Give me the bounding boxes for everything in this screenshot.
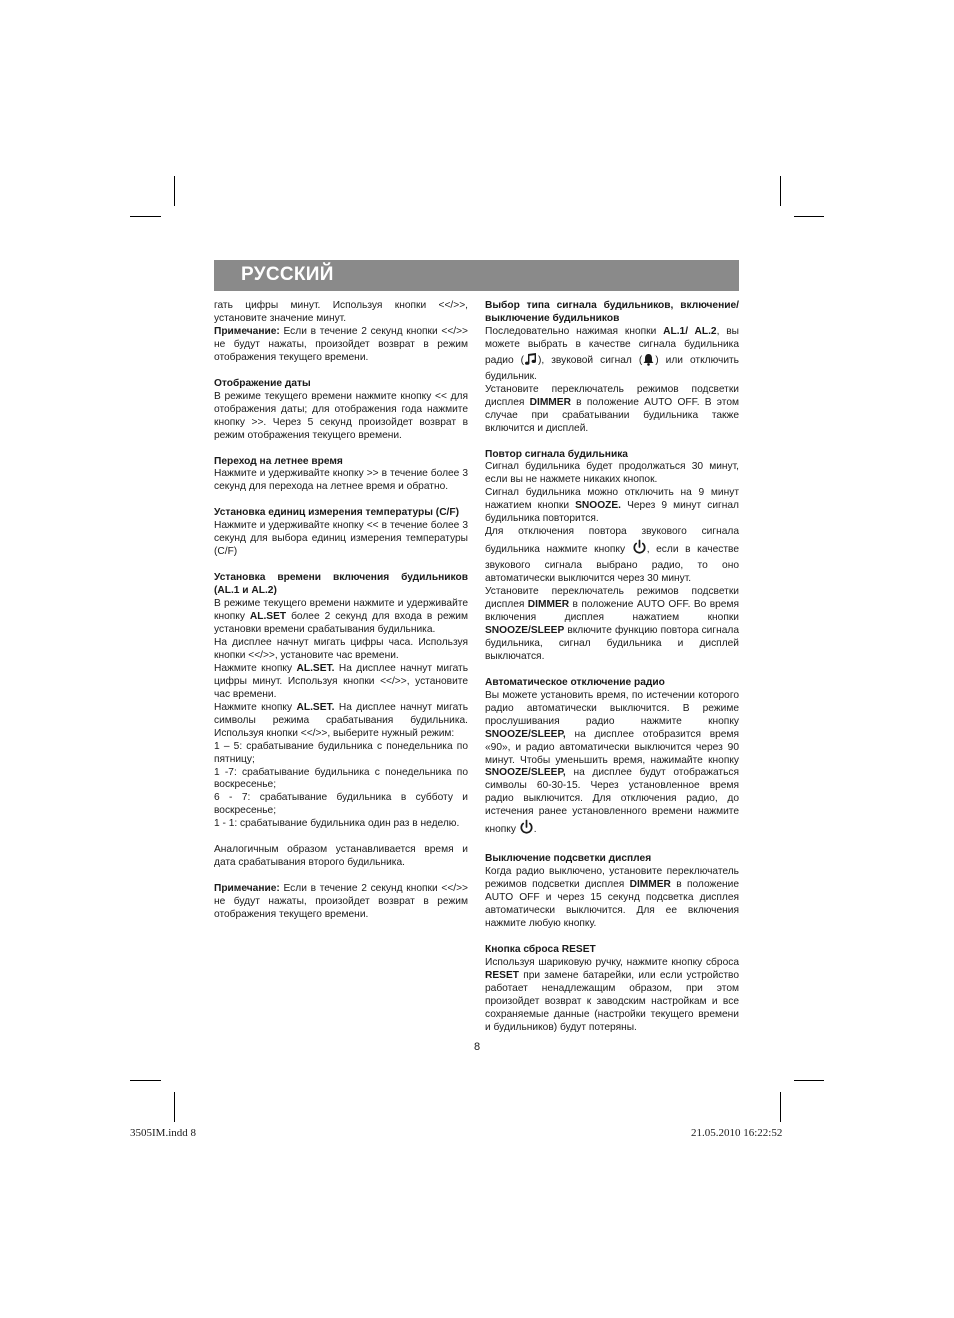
- section-heading: Автоматическое отключение радио: [485, 676, 665, 688]
- section-heading: Установка времени включения будильников (AL.1 и AL.2): [214, 572, 468, 597]
- crop-mark: [780, 1092, 781, 1122]
- section-title: РУССКИЙ: [241, 264, 334, 285]
- crop-mark: [794, 1080, 824, 1081]
- crop-mark: [174, 1092, 175, 1122]
- paragraph: Для отключения повтора звукового сигнала будильника нажмите кнопку , если в качестве звукового сигнала выбрано радио, то оно автоматически выключится через 30 минут.: [485, 526, 739, 585]
- section-heading: Выбор типа сигнала будильников, включение/выключение будильников: [485, 300, 739, 324]
- section-heading: Выключение подсветки дисплея: [485, 853, 652, 865]
- section-header-band: [214, 260, 739, 291]
- paragraph: гать цифры минут. Используя кнопки <</>>, установите значение минут.: [214, 300, 468, 324]
- section-heading: Переход на летнее время: [214, 455, 343, 467]
- list-item: 1 - 1: срабатывание будильника один раз в неделю.: [214, 818, 460, 830]
- left-column: [214, 300, 468, 922]
- crop-mark: [130, 1080, 161, 1081]
- section-heading: Отображение даты: [214, 377, 311, 389]
- paragraph: Вы можете установить время, по истечении которого радио автоматически выключится. В режиме прослушивания радио нажмите кнопку SNOOZE/SLEEP, на дисплее отобразится время «90», и радио автоматически выключится через 90 минут. Чтобы уменьшить время, нажимайте кнопку SNOOZE/SLEEP, на дисплее будут отображаться символы 60-30-15. Через установленное время радио выключится. Для отключения радио, до истечения ранее установленного времени нажмите кнопку .: [485, 690, 739, 840]
- crop-mark: [780, 176, 781, 206]
- list-item: 6 - 7: срабатывание будильника в субботу и воскресенье;: [214, 792, 468, 817]
- crop-mark: [174, 176, 175, 206]
- power-icon: [519, 819, 534, 840]
- paragraph: Установите переключатель режимов подсветки дисплея DIMMER в положение AUTO OFF. В этом случае при срабатывании будильника также включится и дисплей.: [485, 383, 740, 434]
- radio-note-icon: [524, 352, 538, 371]
- crop-mark: [794, 216, 824, 217]
- paragraph: На дисплее начнут мигать цифры часа. Используя кнопки <</>>, установите час времени.: [214, 636, 468, 661]
- slug-timestamp: 21.05.2010 16:22:52: [691, 1127, 783, 1139]
- paragraph: В режиме текущего времени нажмите и удерживайте кнопку AL.SET более 2 секунд для входа в режим установки времени срабатывания будильника.: [214, 598, 468, 636]
- note-paragraph: Примечание: Если в течение 2 секунд кнопки <</>> не будут нажаты, произойдет возврат в режим отображения текущего времени.: [214, 883, 468, 921]
- paragraph: Нажмите и удерживайте кнопку >> в течение более 3 секунд для перехода на летнее время и обратно.: [214, 468, 468, 493]
- bell-icon: [642, 353, 655, 371]
- paragraph: Сигнал будильника будет продолжаться 30 минут, если вы не нажмете никаких кнопок.: [485, 461, 739, 486]
- paragraph: Последовательно нажимая кнопки AL.1/ AL.2, вы можете выбрать в качестве сигнала будильника радио ( ), звуковой сигнал ( ) или отключить будильник.: [485, 325, 739, 382]
- crop-mark: [130, 216, 161, 217]
- section-heading: Установка единиц измерения температуры (C/F): [214, 507, 459, 519]
- paragraph: Нажмите кнопку AL.SET. На дисплее начнут мигать символы режима срабатывания будильника. Используя кнопки <</>>, выберите нужный режим:: [214, 701, 469, 739]
- list-item: 1 – 5: срабатывание будильника с понедельника по пятницу;: [214, 740, 468, 765]
- slug-file-info: 3505IM.indd 8: [130, 1127, 196, 1139]
- section-heading: Кнопка сброса RESET: [485, 943, 596, 955]
- page-number: 8: [474, 1041, 481, 1053]
- power-icon: [632, 539, 647, 560]
- paragraph: Нажмите кнопку AL.SET. На дисплее начнут мигать цифры минут. Используя кнопки <</>>, установите час времени.: [214, 662, 469, 700]
- right-column: [485, 300, 739, 1035]
- section-heading: Повтор сигнала будильника: [485, 448, 628, 460]
- list-item: 1 -7: срабатывание будильника с понедельника по воскресенье;: [214, 766, 468, 791]
- note-label: Примечание:: [214, 325, 280, 337]
- note-label: Примечание:: [214, 883, 280, 895]
- paragraph: Сигнал будильника можно отключить на 9 минут нажатием кнопки SNOOZE. Через 9 минут сигнал будильника повторится.: [485, 487, 739, 525]
- paragraph: Используя шариковую ручку, нажмите кнопку сброса RESET при замене батарейки, или если устройство работает ненадлежащим образом, при этом произойдет возврат к заводским настройкам и все сохраняемые данные (настройки текущего времени и будильников) будут потеряны.: [485, 956, 739, 1033]
- paragraph: В режиме текущего времени нажмите кнопку << для отображения даты; для отображения года нажмите кнопку >>. Через 5 секунд произойдет возврат в режим отображения текущего времени.: [214, 390, 468, 441]
- paragraph: Установите переключатель режимов подсветки дисплея DIMMER в положение AUTO OFF. Во время включения дисплея нажатием кнопки SNOOZE/SLEEP включите функцию повтора сигнала будильника, сигнал будильника и дисплей выключатся.: [485, 586, 739, 662]
- paragraph: Когда радио выключено, установите переключатель режимов подсветки дисплея DIMMER в положение AUTO OFF и через 15 секунд подсветка дисплея автоматически выключится. Для ее включения нажмите любую кнопку.: [485, 866, 739, 929]
- paragraph: Аналогичным образом устанавливается время и дата срабатывания второго будильника.: [214, 844, 468, 869]
- note-paragraph: Примечание: Если в течение 2 секунд кнопки <</>> не будут нажаты, произойдет возврат в режим отображения текущего времени.: [214, 325, 468, 363]
- paragraph: Нажмите и удерживайте кнопку << в течение более 3 секунд для выбора единиц измерения температуры (C/F): [214, 520, 468, 558]
